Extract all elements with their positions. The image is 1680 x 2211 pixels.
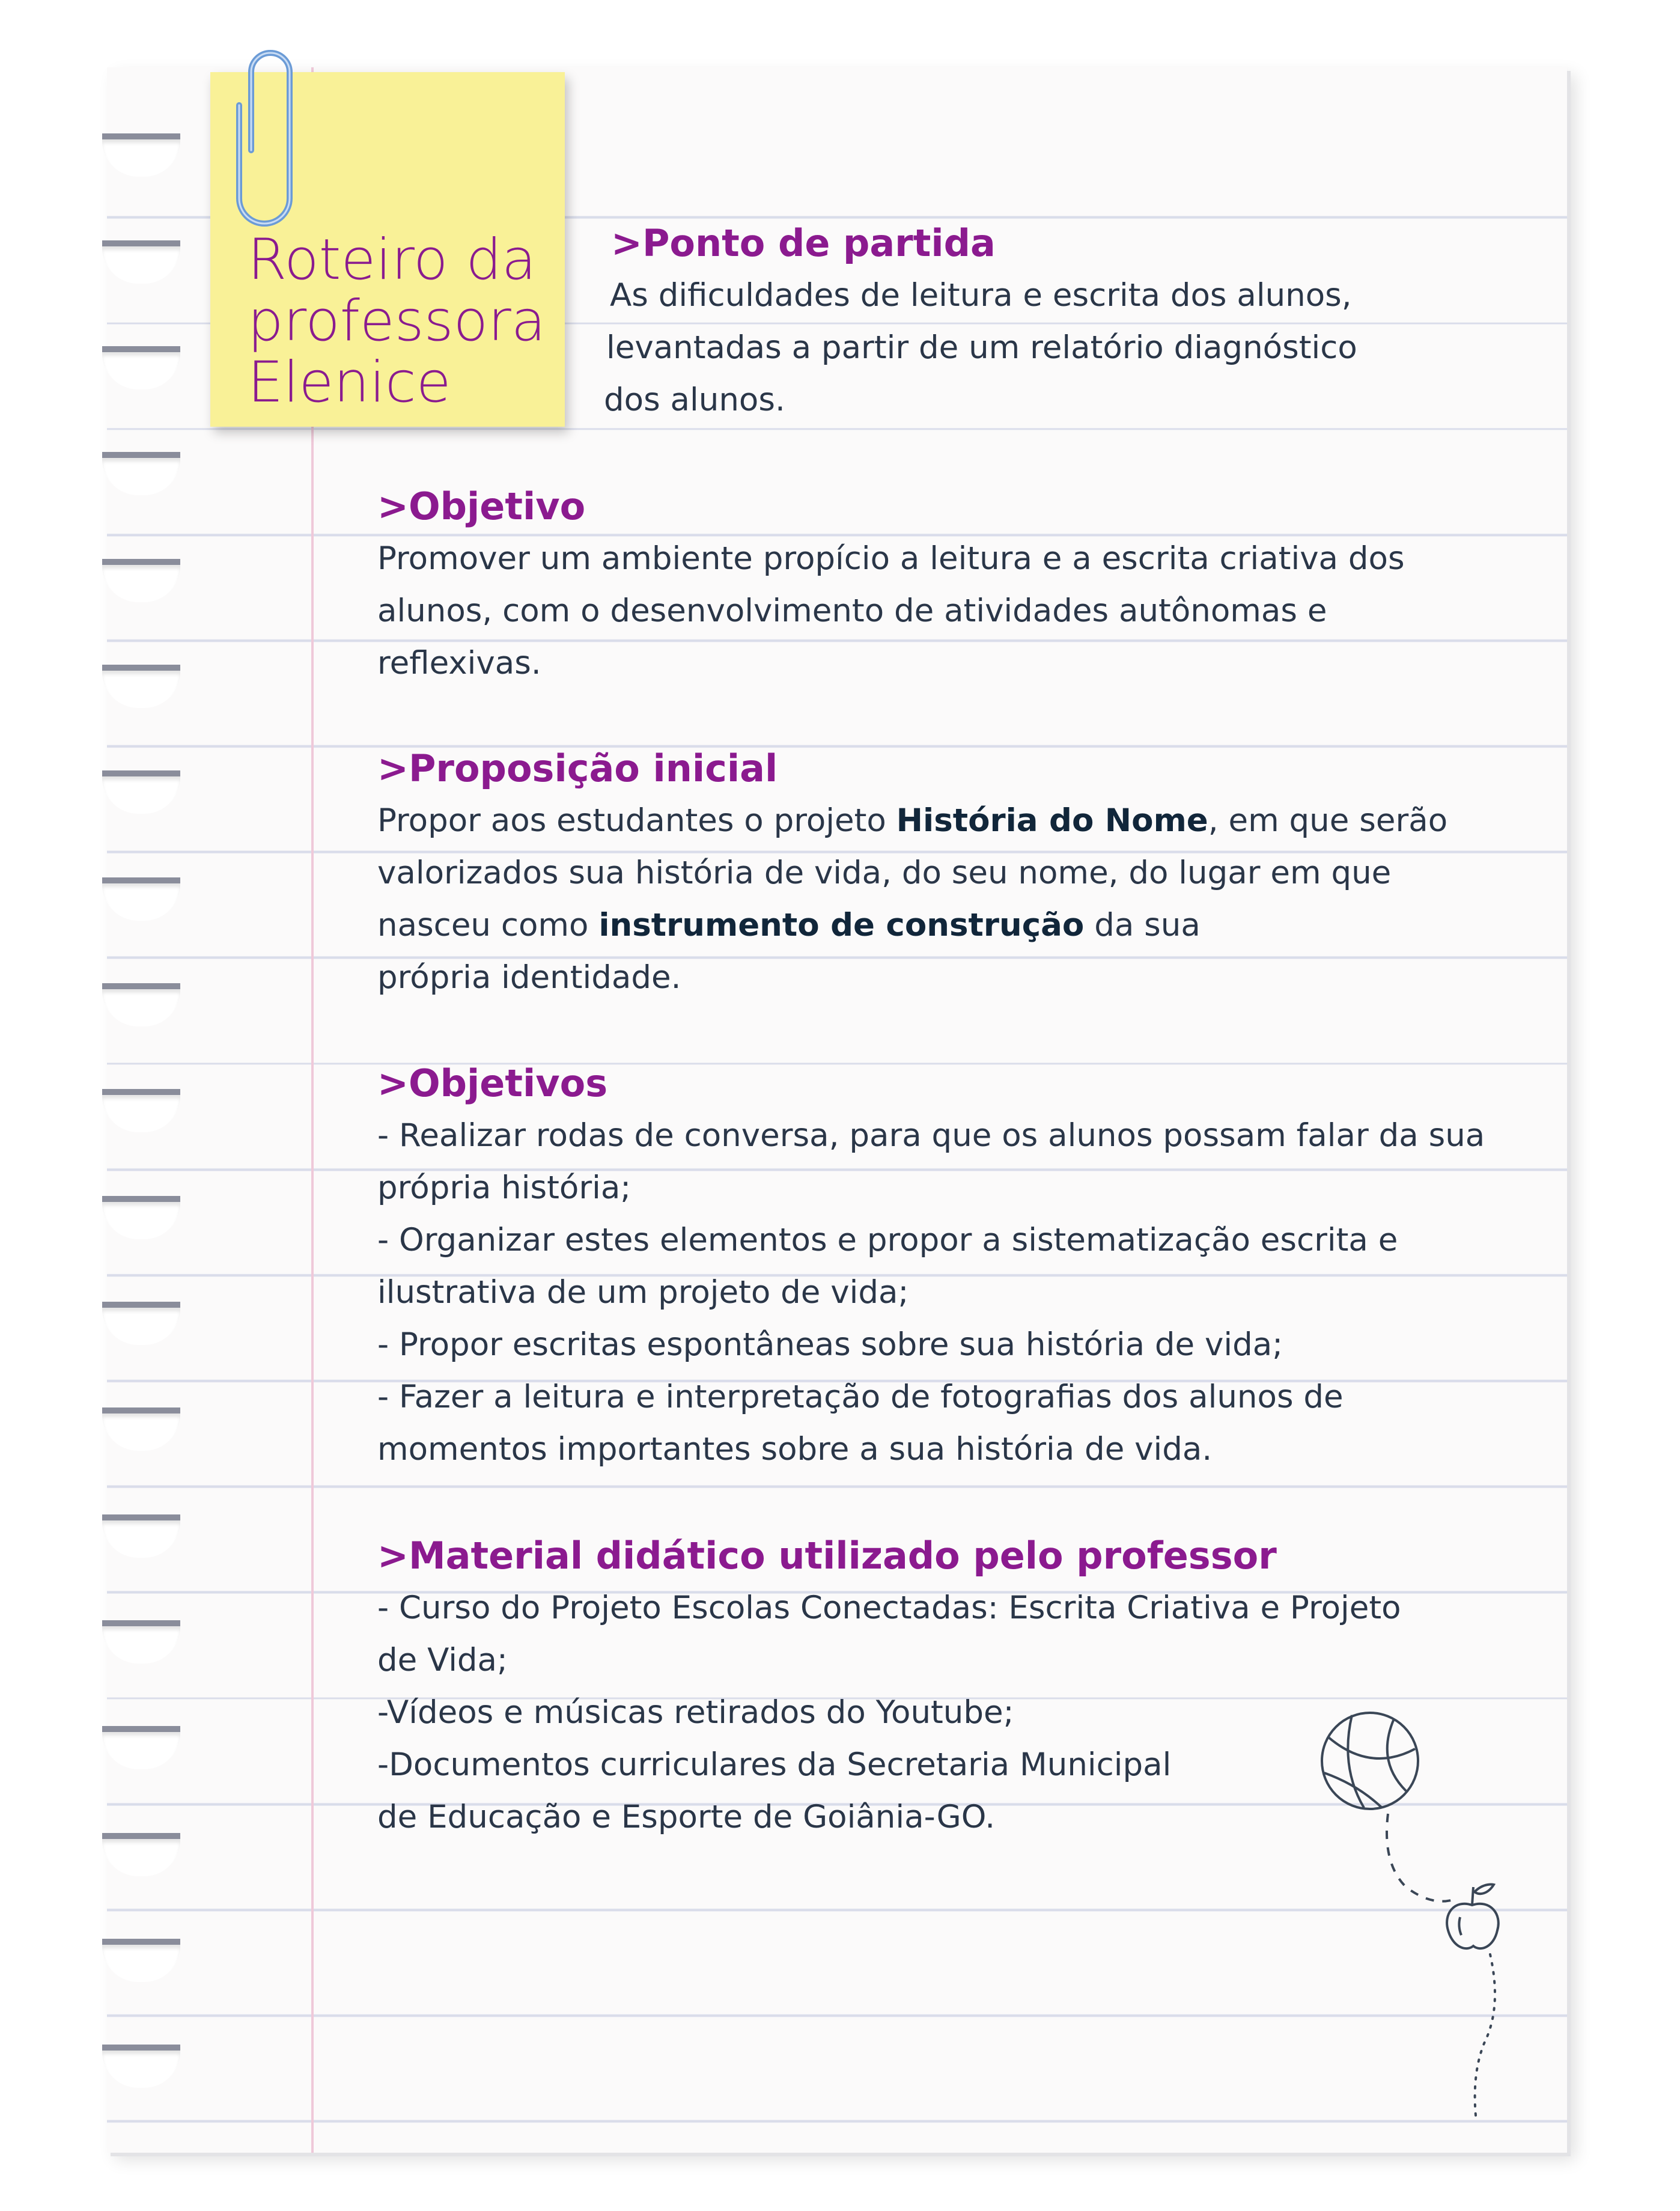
body-line: dos alunos. <box>604 382 785 418</box>
body-line: reflexivas. <box>377 645 541 682</box>
body-line: -Documentos curriculares da Secretaria Municipal <box>377 1746 1172 1783</box>
spiral-ring <box>102 240 180 284</box>
section-title: >Proposição inicial <box>377 746 778 790</box>
spiral-ring <box>102 1726 180 1769</box>
paperclip-icon <box>227 48 317 234</box>
section-body <box>377 794 1447 1004</box>
section-title: >Objetivos <box>377 1061 608 1105</box>
spiral-ring <box>102 1196 180 1239</box>
text-run: da sua <box>1084 907 1201 944</box>
body-line: de Educação e Esporte de Goiânia-GO. <box>377 1799 996 1835</box>
section-body <box>377 532 1405 689</box>
section-title: >Ponto de partida <box>611 221 996 265</box>
bold-text: instrumento de construção <box>598 907 1085 944</box>
body-line: própria identidade. <box>377 959 681 996</box>
text-run: Propor aos estudantes o projeto <box>377 802 896 839</box>
section-objetivos <box>377 1058 1485 1475</box>
body-line: - Organizar estes elementos e propor a sistematização escrita e <box>377 1222 1398 1258</box>
body-line: ilustrativa de um projeto de vida; <box>377 1274 909 1311</box>
section-ponto-de-partida <box>604 218 1357 426</box>
spiral-ring <box>102 1939 180 1982</box>
spiral-ring <box>102 452 180 495</box>
spiral-ring <box>102 559 180 602</box>
body-line: momentos importantes sobre a sua história de vida. <box>377 1431 1213 1468</box>
section-proposicao-inicial <box>377 743 1447 1004</box>
spiral-ring <box>102 983 180 1026</box>
body-line: de Vida; <box>377 1642 508 1679</box>
body-line: Promover um ambiente propício a leitura e a escrita criativa dos <box>377 540 1405 577</box>
body-line: valorizados sua história de vida, do seu nome, do lugar em que <box>377 855 1392 891</box>
section-material-didatico <box>377 1530 1401 1843</box>
body-line: - Curso do Projeto Escolas Conectadas: Escrita Criativa e Projeto <box>377 1590 1401 1626</box>
body-line: alunos, com o desenvolvimento de atividades autônomas e <box>377 593 1327 629</box>
basketball-icon <box>1322 1713 1418 1809</box>
body-line <box>377 794 1447 847</box>
body-line: - Realizar rodas de conversa, para que os alunos possam falar da sua <box>377 1117 1485 1154</box>
body-line: - Fazer a leitura e interpretação de fotografias dos alunos de <box>377 1379 1344 1415</box>
spiral-ring <box>102 877 180 921</box>
spiral-ring <box>102 346 180 389</box>
section-body <box>604 269 1357 426</box>
bold-text: História do Nome <box>896 802 1208 839</box>
text-run: , em que serão <box>1208 802 1448 839</box>
dashed-trail <box>1387 1814 1451 1901</box>
spiral-ring <box>102 133 180 177</box>
apple-icon <box>1447 1885 1499 1949</box>
spiral-ring <box>102 1620 180 1664</box>
dashed-trail <box>1475 1954 1495 2115</box>
section-body <box>377 1109 1485 1475</box>
spiral-ring <box>102 770 180 814</box>
spiral-ring <box>102 1407 180 1451</box>
text-run: nasceu como <box>377 907 599 944</box>
doodle-illustration <box>1310 1707 1526 2127</box>
body-line: levantadas a partir de um relatório diagnóstico <box>606 329 1357 366</box>
body-line: - Propor escritas espontâneas sobre sua história de vida; <box>377 1326 1283 1363</box>
section-objetivo <box>377 481 1405 689</box>
spiral-ring <box>102 665 180 708</box>
body-line: -Vídeos e músicas retirados do Youtube; <box>377 1694 1014 1731</box>
section-title: >Material didático utilizado pelo professor <box>377 1534 1277 1578</box>
section-title: >Objetivo <box>377 484 586 528</box>
body-line: própria história; <box>377 1170 632 1206</box>
section-body <box>377 1582 1401 1843</box>
spiral-ring <box>102 1089 180 1132</box>
spiral-ring <box>102 1833 180 1876</box>
spiral-ring <box>102 2045 180 2088</box>
body-line <box>377 899 1447 951</box>
body-line: As dificuldades de leitura e escrita dos alunos, <box>610 277 1352 314</box>
sticky-note-title: Roteiro da professora Elenice <box>248 227 546 415</box>
spiral-ring <box>102 1302 180 1345</box>
spiral-ring <box>102 1514 180 1558</box>
